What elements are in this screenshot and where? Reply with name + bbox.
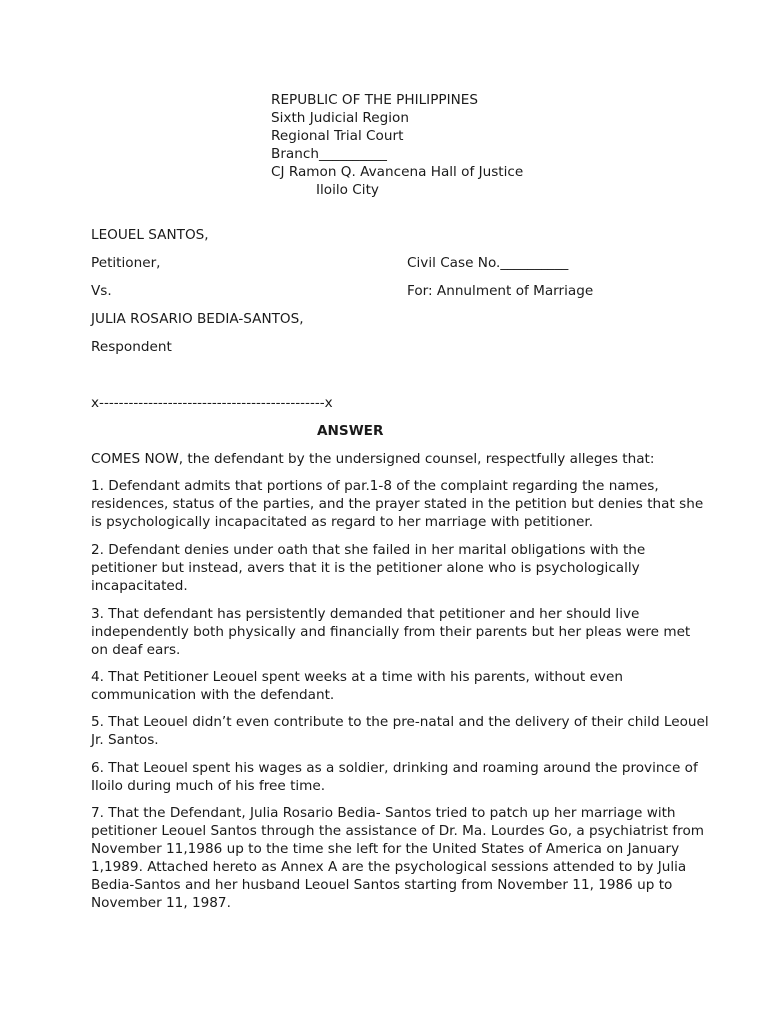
petitioner-name: LEOUEL SANTOS, bbox=[91, 227, 209, 243]
paragraph-4: 4. That Petitioner Leouel spent weeks at a time with his parents, without even communication with the defendant. bbox=[91, 669, 623, 703]
petitioner-label: Petitioner, bbox=[91, 255, 161, 271]
header-republic: REPUBLIC OF THE PHILIPPINES bbox=[271, 92, 478, 108]
versus-label: Vs. bbox=[91, 283, 112, 299]
respondent-name: JULIA ROSARIO BEDIA-SANTOS, bbox=[91, 311, 304, 327]
respondent-label: Respondent bbox=[91, 339, 172, 355]
document-title: ANSWER bbox=[317, 423, 384, 439]
header-hall: CJ Ramon Q. Avancena Hall of Justice bbox=[271, 164, 524, 180]
civil-case-number: Civil Case No.__________ bbox=[407, 255, 569, 271]
paragraph-5: 5. That Leouel didn’t even contribute to the pre-natal and the delivery of their child Leouel Jr. Santos. bbox=[91, 714, 709, 748]
header-court: Regional Trial Court bbox=[271, 128, 404, 144]
paragraph-1: 1. Defendant admits that portions of par.1-8 of the complaint regarding the names, residences, status of the parties, and the prayer stated in the petition but denies that she is psychologically incapacitated as regard to her marriage with petitioner. bbox=[91, 478, 704, 530]
header-city: Iloilo City bbox=[316, 182, 379, 198]
intro-paragraph: COMES NOW, the defendant by the undersigned counsel, respectfully alleges that: bbox=[91, 451, 655, 467]
header-region: Sixth Judicial Region bbox=[271, 110, 409, 126]
paragraph-7: 7. That the Defendant, Julia Rosario Bedia- Santos tried to patch up her marriage with petitioner Leouel Santos through the assistance of Dr. Ma. Lourdes Go, a psychiatrist from November 11,1986 up to the time she left for the United States of America on January 1,1989. Attached hereto as Annex A are the psychological sessions attended to by Julia Bedia-Santos and her husband Leouel Santos starting from November 11, 1986 up to November 11, 1987. bbox=[91, 805, 705, 911]
paragraph-6: 6. That Leouel spent his wages as a soldier, drinking and roaming around the province of Iloilo during much of his free time. bbox=[91, 760, 698, 794]
caption-separator: x----------------------------------------------x bbox=[91, 395, 333, 411]
paragraph-3: 3. That defendant has persistently demanded that petitioner and her should live independently both physically and financially from their parents but her pleas were met on deaf ears. bbox=[91, 606, 691, 658]
header-branch: Branch__________ bbox=[271, 146, 387, 162]
case-subject: For: Annulment of Marriage bbox=[407, 283, 594, 299]
paragraph-2: 2. Defendant denies under oath that she failed in her marital obligations with the petitioner but instead, avers that it is the petitioner alone who is psychologically incapacitated. bbox=[91, 542, 646, 594]
